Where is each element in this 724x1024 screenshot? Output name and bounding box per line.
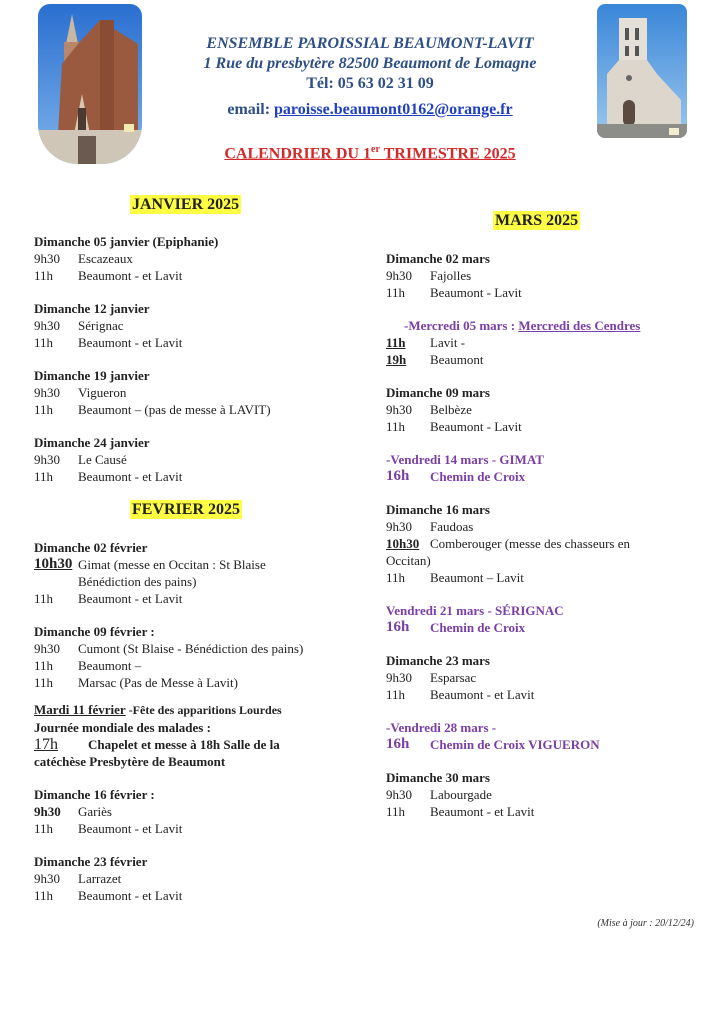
event-place: Beaumont - et Lavit xyxy=(78,591,183,606)
calendar-title-text: CALENDRIER DU 1 xyxy=(224,145,372,163)
event-time: 9h30 xyxy=(386,402,412,417)
email-link[interactable]: paroisse.beaumont0162@orange.fr xyxy=(274,101,513,118)
event-day: Dimanche 02 février xyxy=(34,540,148,555)
event-time: 9h30 xyxy=(386,268,412,283)
event-time: 9h30 xyxy=(386,519,412,534)
event-day: -Mercredi 05 mars : xyxy=(404,318,519,333)
event-time: 17h xyxy=(34,736,58,753)
event-place: Lavit - xyxy=(430,335,466,350)
event-time: 11h xyxy=(386,419,406,434)
event-time: 11h xyxy=(386,285,406,300)
event-day: Dimanche 12 janvier xyxy=(34,301,150,316)
event-mar-14 xyxy=(386,451,706,485)
event-place: Le Causé xyxy=(78,452,127,467)
event-mar-09 xyxy=(386,384,706,435)
parish-phone: Tél: 05 63 02 31 09 xyxy=(306,75,434,92)
event-description: Chemin de Croix VIGUERON xyxy=(430,737,600,752)
church-photo-beaumont xyxy=(38,4,142,164)
event-mar-02 xyxy=(386,250,706,301)
event-time: 11h xyxy=(386,687,406,702)
event-mar-23 xyxy=(386,652,706,703)
january-schedule xyxy=(34,233,364,485)
event-day: Dimanche 30 mars xyxy=(386,770,490,785)
parish-email-line xyxy=(180,100,560,120)
event-place: Beaumont - et Lavit xyxy=(78,469,183,484)
event-time: 11h xyxy=(34,268,54,283)
event-place: Gariès xyxy=(78,804,112,819)
event-description-cont: catéchèse Presbytère de Beaumont xyxy=(34,754,226,769)
church-photo-lavit xyxy=(597,4,687,138)
event-time: 11h xyxy=(34,469,54,484)
event-time: 9h30 xyxy=(34,385,60,400)
event-time: 9h30 xyxy=(386,787,412,802)
event-day: Dimanche 23 février xyxy=(34,854,148,869)
event-place: Esparsac xyxy=(430,670,477,685)
event-feb-23 xyxy=(34,853,364,904)
march-schedule xyxy=(386,250,706,820)
event-time: 11h xyxy=(34,402,54,417)
event-jan-19 xyxy=(34,367,364,418)
event-day: Dimanche 09 mars xyxy=(386,385,490,400)
month-heading-january: JANVIER 2025 xyxy=(132,196,240,213)
event-place: Sérignac xyxy=(78,318,124,333)
church-lavit-image xyxy=(597,4,687,138)
event-place: Beaumont - et Lavit xyxy=(430,804,535,819)
event-mar-30 xyxy=(386,769,706,820)
event-feast: -Fête des apparitions Lourdes xyxy=(125,703,282,717)
event-time: 11h xyxy=(34,888,54,903)
event-title: -Vendredi 28 mars - xyxy=(386,720,497,735)
event-time: 9h30 xyxy=(34,804,61,819)
event-time: 9h30 xyxy=(34,318,60,333)
event-place: Beaumont – (pas de messe à LAVIT) xyxy=(78,402,271,417)
event-feb-16 xyxy=(34,786,364,837)
event-time: 11h xyxy=(386,570,406,585)
event-place: Vigueron xyxy=(78,385,127,400)
calendar-title-sup: er xyxy=(371,144,380,155)
parish-address: 1 Rue du presbytère 82500 Beaumont de Lomagne xyxy=(203,55,537,72)
february-schedule xyxy=(34,539,364,904)
event-time: 11h xyxy=(34,591,54,606)
event-place: Fajolles xyxy=(430,268,472,283)
event-title: Mercredi des Cendres xyxy=(518,318,641,333)
event-place: Beaumont - et Lavit xyxy=(78,335,183,350)
event-feb-09 xyxy=(34,623,364,691)
event-time: 10h30 xyxy=(386,536,420,551)
event-place: Beaumont - et Lavit xyxy=(78,888,183,903)
event-description: Chemin de Croix xyxy=(430,620,526,635)
event-time: 11h xyxy=(386,804,406,819)
event-mar-16 xyxy=(386,501,706,586)
event-feb-11 xyxy=(34,701,364,770)
event-title: -Vendredi 14 mars - GIMAT xyxy=(386,452,544,467)
event-time: 9h30 xyxy=(386,670,412,685)
event-time: 11h xyxy=(386,335,406,350)
event-day: Dimanche 19 janvier xyxy=(34,368,150,383)
event-place: Gimat (messe en Occitan : St Blaise xyxy=(78,557,266,572)
event-day: Dimanche 09 février : xyxy=(34,624,155,639)
event-place: Larrazet xyxy=(78,871,122,886)
event-place: Comberouger (messe des chasseurs en xyxy=(430,536,630,551)
event-day: Dimanche 23 mars xyxy=(386,653,490,668)
event-place: Beaumont - et Lavit xyxy=(78,268,183,283)
event-day: Mardi 11 février xyxy=(34,702,126,717)
event-jan-05 xyxy=(34,233,364,284)
month-heading-february: FEVRIER 2025 xyxy=(132,501,241,518)
event-time: 11h xyxy=(34,658,54,673)
event-jan-12 xyxy=(34,300,364,351)
event-place: Beaumont – Lavit xyxy=(430,570,524,585)
event-time: 9h30 xyxy=(34,251,60,266)
event-time: 11h xyxy=(34,675,54,690)
event-place: Escazeaux xyxy=(78,251,133,266)
event-title: Vendredi 21 mars - SÉRIGNAC xyxy=(386,603,564,618)
event-mar-05 xyxy=(386,317,706,368)
event-place: Belbèze xyxy=(430,402,472,417)
update-note: (Mise à jour : 20/12/24) xyxy=(597,918,694,929)
event-place: Cumont (St Blaise - Bénédiction des pains) xyxy=(78,641,304,656)
calendar-title-rest: TRIMESTRE 2025 xyxy=(379,145,516,163)
event-subtitle: Journée mondiale des malades : xyxy=(34,720,211,735)
email-label: email: xyxy=(227,101,275,118)
event-description: Chapelet et messe à 18h Salle de la xyxy=(88,737,280,752)
event-day: Dimanche 24 janvier xyxy=(34,435,150,450)
event-day: Dimanche 02 mars xyxy=(386,251,490,266)
event-jan-24 xyxy=(34,434,364,485)
event-time: 16h xyxy=(386,736,410,752)
event-time: 16h xyxy=(386,468,410,484)
event-day: Dimanche 16 février : xyxy=(34,787,155,802)
event-time: 16h xyxy=(386,619,410,635)
event-place: Beaumont - et Lavit xyxy=(78,821,183,836)
event-place-cont: Occitan) xyxy=(386,553,431,568)
event-place: Beaumont - Lavit xyxy=(430,419,522,434)
parish-header xyxy=(180,34,560,120)
event-place: Beaumont - Lavit xyxy=(430,285,522,300)
event-mar-21 xyxy=(386,602,706,636)
event-time: 19h xyxy=(386,352,407,367)
event-place: Labourgade xyxy=(430,787,492,802)
event-mar-28 xyxy=(386,719,706,753)
month-heading-march: MARS 2025 xyxy=(495,212,579,229)
event-place: Beaumont xyxy=(430,352,484,367)
event-place-cont: Bénédiction des pains) xyxy=(78,574,197,589)
parish-name: ENSEMBLE PAROISSIAL BEAUMONT-LAVIT xyxy=(206,35,534,52)
event-time: 9h30 xyxy=(34,871,60,886)
event-day: Dimanche 16 mars xyxy=(386,502,490,517)
event-place: Marsac (Pas de Messe à Lavit) xyxy=(78,675,238,690)
event-day: Dimanche 05 janvier (Epiphanie) xyxy=(34,234,219,249)
church-beaumont-image xyxy=(38,4,142,164)
event-time: 9h30 xyxy=(34,452,60,467)
event-time: 11h xyxy=(34,335,54,350)
event-place: Beaumont – xyxy=(78,658,142,673)
event-time: 11h xyxy=(34,821,54,836)
calendar-title xyxy=(180,144,560,163)
event-place: Beaumont - et Lavit xyxy=(430,687,535,702)
event-feb-02 xyxy=(34,539,364,607)
event-place: Faudoas xyxy=(430,519,474,534)
event-description: Chemin de Croix xyxy=(430,469,526,484)
event-time: 9h30 xyxy=(34,641,60,656)
event-time: 10h30 xyxy=(34,556,73,572)
